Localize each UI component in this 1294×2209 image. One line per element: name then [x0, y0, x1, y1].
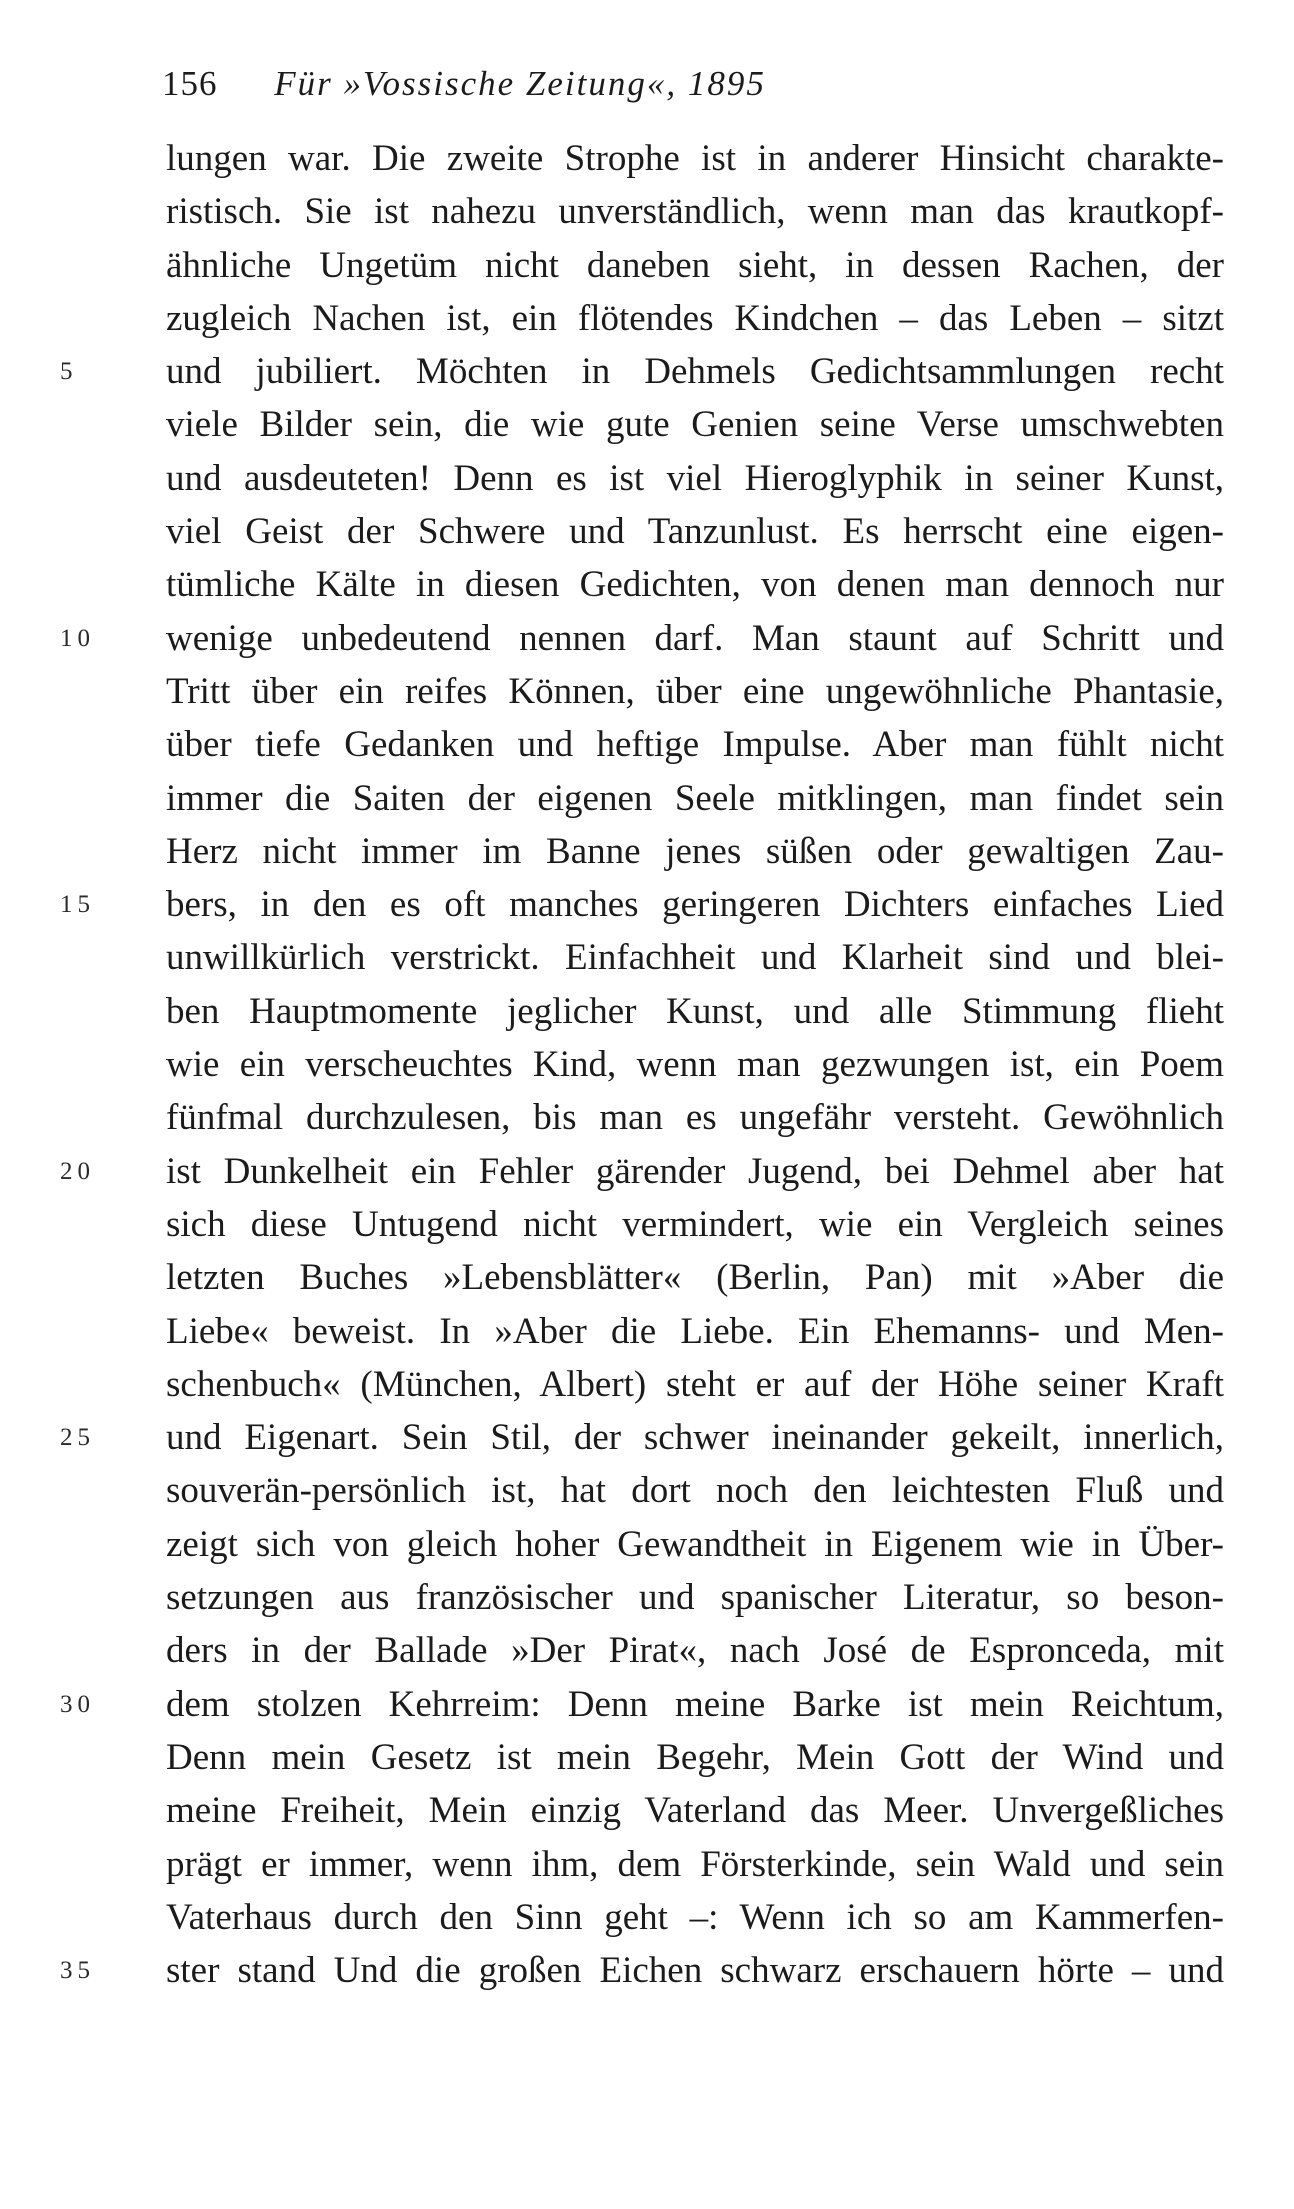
text-line [0, 878, 1294, 931]
line-text: Tritt über ein reifes Können, über eine ungewöhnliche Phantasie, [166, 670, 1224, 712]
line-text: souverän-persönlich ist, hat dort noch den leichtesten Fluß und [166, 1470, 1224, 1512]
page-number: 156 [162, 64, 218, 103]
line-text: Herz nicht immer im Banne jenes süßen oder gewaltigen Zau- [166, 830, 1224, 872]
text-line [0, 1678, 1294, 1731]
text-line [0, 292, 1294, 345]
text-line [0, 1411, 1294, 1464]
text-line [0, 1038, 1294, 1091]
line-text: lungen war. Die zweite Strophe ist in anderer Hinsicht charakte- [166, 138, 1224, 179]
line-text: letzten Buches »Lebensblätter« (Berlin, Pan) mit »Aber die [166, 1257, 1224, 1299]
text-line [0, 1838, 1294, 1891]
line-text: viel Geist der Schwere und Tanzunlust. Es herrscht eine eigen- [166, 511, 1224, 553]
line-text: ben Hauptmomente jeglicher Kunst, und alle Stimmung flieht [166, 990, 1224, 1032]
line-text: dem stolzen Kehrreim: Denn meine Barke ist mein Reichtum, [166, 1683, 1224, 1725]
line-text: und Eigenart. Sein Stil, der schwer ineinander gekeilt, innerlich, [166, 1417, 1224, 1459]
line-text: bers, in den es oft manches geringeren Dichters einfaches Lied [166, 884, 1224, 926]
line-text: wie ein verscheuchtes Kind, wenn man gezwungen ist, ein Poem [166, 1044, 1224, 1086]
text-line [0, 1784, 1294, 1837]
text-line [0, 1251, 1294, 1304]
line-number: 20 [60, 1157, 95, 1185]
text-line [0, 398, 1294, 451]
line-text: meine Freiheit, Mein einzig Vaterland das Meer. Unvergeßliches [166, 1790, 1224, 1832]
text-line [0, 1624, 1294, 1677]
text-line [0, 345, 1294, 398]
line-text: Vaterhaus durch den Sinn geht –: Wenn ich so am Kammerfen- [166, 1896, 1224, 1938]
line-number: 5 [60, 358, 78, 386]
text-line [0, 1091, 1294, 1144]
text-line [0, 772, 1294, 825]
text-line [0, 1518, 1294, 1571]
text-line [0, 718, 1294, 771]
text-line [0, 1198, 1294, 1251]
line-text: ähnliche Ungetüm nicht daneben sieht, in dessen Rachen, der [166, 244, 1224, 286]
text-line [0, 1571, 1294, 1624]
text-line [0, 825, 1294, 878]
line-text: und jubiliert. Möchten in Dehmels Gedichtsammlungen recht [166, 351, 1224, 393]
line-text: und ausdeuteten! Denn es ist viel Hieroglyphik in seiner Kunst, [166, 457, 1224, 499]
text-line [0, 1891, 1294, 1944]
line-text: Denn mein Gesetz ist mein Begehr, Mein Gott der Wind und [166, 1736, 1224, 1778]
line-text: viele Bilder sein, die wie gute Genien seine Verse umschwebten [166, 404, 1224, 446]
line-number: 30 [60, 1690, 95, 1718]
line-text: tümliche Kälte in diesen Gedichten, von denen man dennoch nur [166, 564, 1224, 606]
text-line [0, 985, 1294, 1038]
line-text: fünfmal durchzulesen, bis man es ungefähr versteht. Gewöhnlich [166, 1097, 1224, 1139]
text-line [0, 452, 1294, 505]
line-text: zeigt sich von gleich hoher Gewandtheit in Eigenem wie in Über- [166, 1523, 1224, 1565]
line-text: ster stand Und die großen Eichen schwarz erschauern hörte – und [166, 1950, 1224, 1992]
text-line [0, 239, 1294, 292]
line-number: 25 [60, 1424, 95, 1452]
text-line [0, 185, 1294, 238]
text-line [0, 1944, 1294, 1997]
text-line [0, 665, 1294, 718]
line-text: unwillkürlich verstrickt. Einfachheit und Klarheit sind und blei- [166, 937, 1224, 979]
line-text: ist Dunkelheit ein Fehler gärender Jugend, bei Dehmel aber hat [166, 1150, 1224, 1192]
line-number: 35 [60, 1957, 95, 1985]
text-line [0, 1464, 1294, 1517]
body-text [0, 132, 1294, 1997]
text-line [0, 1358, 1294, 1411]
line-number: 10 [60, 624, 95, 652]
line-text: ristisch. Sie ist nahezu unverständlich, wenn man das krautkopf- [166, 191, 1224, 233]
line-text: immer die Saiten der eigenen Seele mitklingen, man findet sein [166, 777, 1224, 819]
running-title: Für »Vossische Zeitung«, 1895 [274, 64, 766, 103]
line-text: sich diese Untugend nicht vermindert, wie ein Vergleich seines [166, 1203, 1224, 1245]
text-line [0, 1731, 1294, 1784]
running-head [162, 62, 766, 106]
text-line [0, 505, 1294, 558]
text-line [0, 1305, 1294, 1358]
text-line [0, 612, 1294, 665]
line-number: 15 [60, 891, 95, 919]
line-text: über tiefe Gedanken und heftige Impulse. Aber man fühlt nicht [166, 724, 1224, 766]
text-line [0, 931, 1294, 984]
text-line [0, 558, 1294, 611]
line-text: setzungen aus französischer und spanischer Literatur, so beson- [166, 1577, 1224, 1619]
line-text: ders in der Ballade »Der Pirat«, nach José de Espronceda, mit [166, 1630, 1224, 1672]
line-text: schenbuch« (München, Albert) steht er auf der Höhe seiner Kraft [166, 1363, 1224, 1405]
line-text: prägt er immer, wenn ihm, dem Försterkinde, sein Wald und sein [166, 1843, 1224, 1885]
line-text: Liebe« beweist. In »Aber die Liebe. Ein Ehemanns- und Men- [166, 1310, 1224, 1352]
text-line [0, 132, 1294, 185]
line-text: wenige unbedeutend nennen darf. Man staunt auf Schritt und [166, 617, 1224, 659]
line-text: zugleich Nachen ist, ein flötendes Kindchen – das Leben – sitzt [166, 297, 1224, 339]
text-line [0, 1145, 1294, 1198]
